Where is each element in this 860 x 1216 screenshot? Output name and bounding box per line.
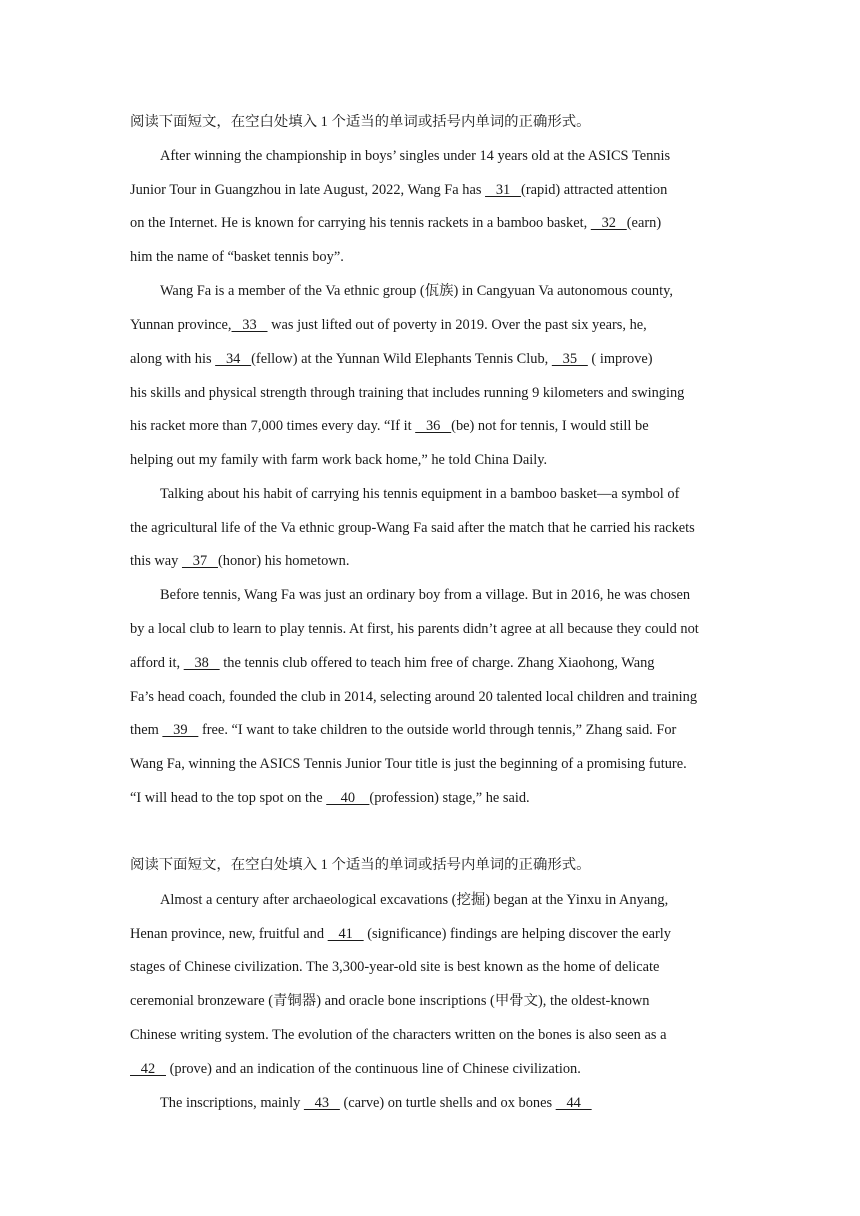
line-text: ( improve) <box>587 351 653 367</box>
text-line <box>130 551 349 571</box>
text-line <box>160 1093 592 1113</box>
answer-blank: 44 <box>555 1095 592 1111</box>
text-line <box>130 619 699 639</box>
answer-blank: 35 <box>551 351 588 367</box>
line-text: Before tennis, Wang Fa was just an ordinary boy from a village. But in 2016, he was chosen <box>160 587 691 603</box>
line-text: (carve) on turtle shells and ox bones <box>339 1095 556 1111</box>
line-text: his skills and physical strength through training that includes running 9 kilometers and swinging <box>130 385 685 401</box>
text-line <box>130 991 650 1011</box>
text-line <box>130 924 671 944</box>
text-line <box>130 1059 581 1079</box>
text-line <box>130 720 676 740</box>
line-text: (significance) findings are helping discover the early <box>363 926 671 942</box>
line-text: (rapid) attracted attention <box>521 182 668 198</box>
answer-blank: 34 <box>215 351 252 367</box>
line-text: them <box>130 722 163 738</box>
text-line <box>130 957 659 977</box>
line-text: (fellow) at the Yunnan Wild Elephants Tennis Club, <box>251 351 552 367</box>
answer-blank: 37 <box>181 553 218 569</box>
line-text: The inscriptions, mainly <box>160 1095 304 1111</box>
text-line <box>130 180 667 200</box>
line-text: ceremonial bronzeware (青铜器) and oracle bone inscriptions (甲骨文), the oldest-known <box>130 993 650 1009</box>
passage2-instruction: 阅读下面短文，在空白处填入 1 个适当的单词或括号内单词的正确形式。 <box>130 857 591 873</box>
text-line <box>130 247 344 267</box>
line-text: (profession) stage,” he said. <box>369 790 530 806</box>
line-text: Chinese writing system. The evolution of the characters written on the bones is also seen as a <box>130 1027 667 1043</box>
line-text: his racket more than 7,000 times every day. “If it <box>130 418 416 434</box>
line-text: “I will head to the top spot on the <box>130 790 327 806</box>
answer-blank: 36 <box>415 418 452 434</box>
line-text: Henan province, new, fruitful and <box>130 926 328 942</box>
text-line <box>160 585 690 605</box>
line-text: (earn) <box>626 215 662 231</box>
line-text: on the Internet. He is known for carrying his tennis rackets in a bamboo basket, <box>130 215 591 231</box>
answer-blank: 42 <box>130 1061 166 1077</box>
line-text: (honor) his hometown. <box>217 553 350 569</box>
text-line <box>130 518 695 538</box>
text-line <box>160 890 668 910</box>
line-text: stages of Chinese civilization. The 3,300-year-old site is best known as the home of delicate <box>130 959 660 975</box>
line-text: (be) not for tennis, I would still be <box>451 418 649 434</box>
line-text: Wang Fa, winning the ASICS Tennis Junior Tour title is just the beginning of a promising future. <box>130 756 687 772</box>
text-line <box>130 1025 666 1045</box>
line-text: Wang Fa is a member of the Va ethnic group (佤族) in Cangyuan Va autonomous county, <box>160 283 673 299</box>
answer-blank: 43 <box>303 1095 340 1111</box>
line-text: along with his <box>130 351 216 367</box>
line-text: the agricultural life of the Va ethnic group-Wang Fa said after the match that he carried his rackets <box>130 520 695 536</box>
passage1-instruction: 阅读下面短文，在空白处填入 1 个适当的单词或括号内单词的正确形式。 <box>130 114 591 130</box>
text-line <box>130 315 647 335</box>
answer-blank: 39 <box>162 722 199 738</box>
text-line <box>160 146 670 166</box>
line-text: Junior Tour in Guangzhou in late August, 2022, Wang Fa has <box>130 182 486 198</box>
text-line <box>130 349 653 369</box>
line-text: by a local club to learn to play tennis. At first, his parents didn’t agree at all because they could not <box>130 621 699 637</box>
line-text: Almost a century after archaeological excavations (挖掘) began at the Yinxu in Anyang, <box>160 892 669 908</box>
text-line <box>130 754 687 774</box>
line-text: was just lifted out of poverty in 2019. Over the past six years, he, <box>267 317 647 333</box>
line-text: (prove) and an indication of the continuous line of Chinese civilization. <box>165 1061 581 1077</box>
answer-blank: 38 <box>183 655 220 671</box>
line-text: After winning the championship in boys’ singles under 14 years old at the ASICS Tennis <box>160 148 671 164</box>
answer-blank: 31 <box>485 182 522 198</box>
line-text: helping out my family with farm work back home,” he told China Daily. <box>130 452 548 468</box>
text-line <box>130 450 547 470</box>
text-line <box>160 281 673 301</box>
line-text: Talking about his habit of carrying his tennis equipment in a bamboo basket—a symbol of <box>160 486 680 502</box>
line-text: free. “I want to take children to the outside world through tennis,” Zhang said. For <box>198 722 677 738</box>
text-line <box>130 416 649 436</box>
answer-blank: 33 <box>231 317 268 333</box>
line-text: the tennis club offered to teach him free of charge. Zhang Xiaohong, Wang <box>219 655 655 671</box>
answer-blank: 32 <box>590 215 627 231</box>
line-text: Fa’s head coach, founded the club in 2014, selecting around 20 talented local children and training <box>130 689 698 705</box>
text-line <box>160 484 679 504</box>
line-text: afford it, <box>130 655 184 671</box>
text-line <box>130 687 697 707</box>
text-line <box>130 788 530 808</box>
answer-blank: 41 <box>327 926 364 942</box>
line-text: Yunnan province, <box>130 317 232 333</box>
line-text: him the name of “basket tennis boy”. <box>130 249 344 265</box>
text-line <box>130 383 684 403</box>
text-line <box>130 653 654 673</box>
line-text: this way <box>130 553 182 569</box>
text-line <box>130 213 661 233</box>
answer-blank: 40 <box>326 790 370 806</box>
